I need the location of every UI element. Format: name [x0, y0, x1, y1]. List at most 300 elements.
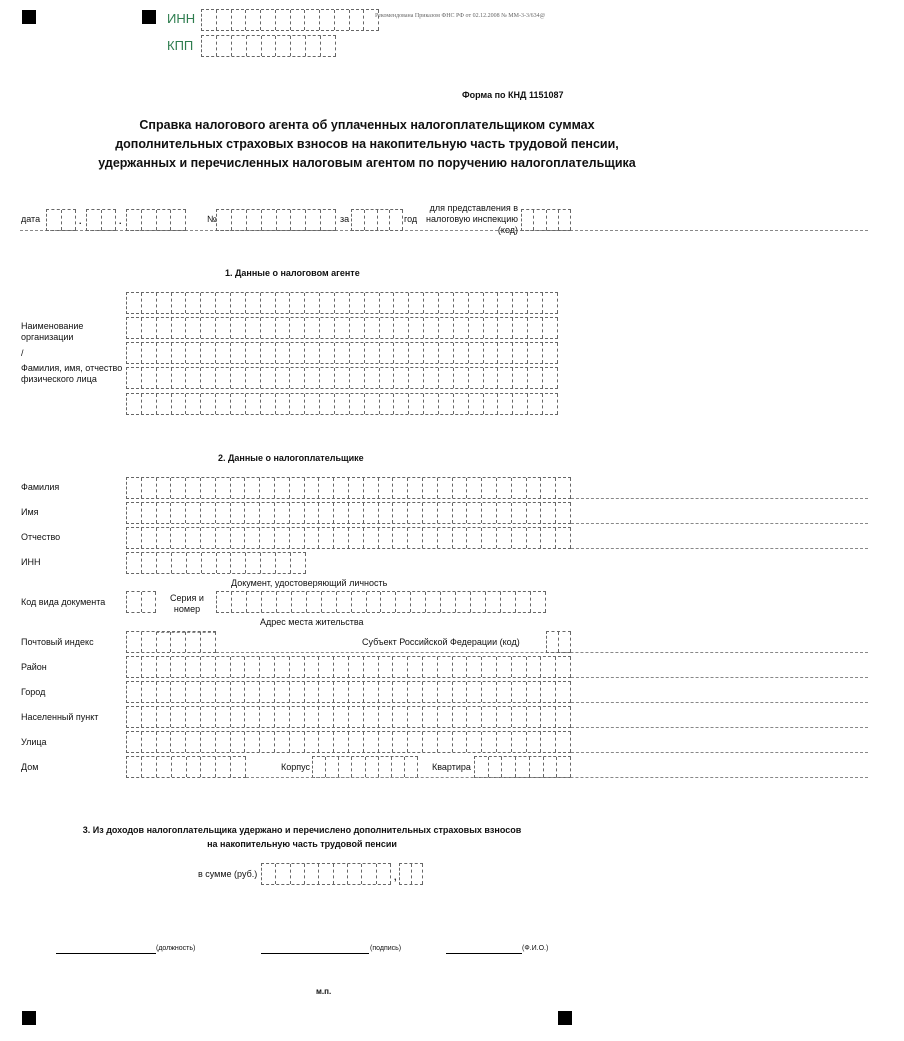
char-cell[interactable]: [334, 657, 349, 677]
char-cell[interactable]: [186, 632, 201, 652]
char-cell[interactable]: [380, 394, 395, 414]
char-cell[interactable]: [290, 732, 305, 752]
char-cell[interactable]: [216, 293, 231, 313]
char-cell[interactable]: [467, 707, 482, 727]
char-cell[interactable]: [335, 368, 350, 388]
char-cell[interactable]: [390, 210, 403, 230]
char-cell[interactable]: [489, 757, 503, 777]
char-cell[interactable]: [530, 757, 544, 777]
char-cell[interactable]: [201, 293, 216, 313]
char-cell[interactable]: [364, 682, 379, 702]
char-cell[interactable]: [394, 343, 409, 363]
char-cell[interactable]: [291, 10, 306, 30]
char-cell[interactable]: [423, 682, 438, 702]
char-cell[interactable]: [469, 343, 484, 363]
char-cell[interactable]: [547, 632, 559, 652]
char-cell[interactable]: [127, 318, 142, 338]
char-cell[interactable]: [497, 528, 512, 548]
char-cell[interactable]: [290, 394, 305, 414]
char-cell[interactable]: [393, 732, 408, 752]
char-cell[interactable]: [454, 293, 469, 313]
char-cell[interactable]: [541, 528, 556, 548]
char-cell[interactable]: [400, 864, 412, 884]
char-cell[interactable]: [484, 293, 499, 313]
char-cell[interactable]: [232, 210, 247, 230]
char-cell[interactable]: [142, 343, 157, 363]
char-cell[interactable]: [335, 293, 350, 313]
char-cell[interactable]: [260, 657, 275, 677]
char-cell[interactable]: [142, 210, 157, 230]
char-cell[interactable]: [527, 707, 542, 727]
char-cell[interactable]: [349, 478, 364, 498]
char-cell[interactable]: [408, 657, 423, 677]
char-cell[interactable]: [217, 10, 232, 30]
char-cell[interactable]: [216, 528, 231, 548]
char-cell[interactable]: [245, 503, 260, 523]
char-cell[interactable]: [467, 528, 482, 548]
char-cell[interactable]: [319, 864, 333, 884]
char-cell[interactable]: [127, 528, 142, 548]
char-cell[interactable]: [231, 368, 246, 388]
char-cell[interactable]: [127, 707, 142, 727]
char-cell[interactable]: [453, 503, 468, 523]
char-cell[interactable]: [320, 293, 335, 313]
char-cell[interactable]: [482, 657, 497, 677]
char-cell[interactable]: [201, 368, 216, 388]
char-cell[interactable]: [277, 210, 292, 230]
char-cell[interactable]: [201, 343, 216, 363]
char-cell[interactable]: [365, 368, 380, 388]
char-cell[interactable]: [245, 528, 260, 548]
char-cell[interactable]: [275, 528, 290, 548]
char-cell[interactable]: [231, 707, 246, 727]
char-cell[interactable]: [366, 757, 379, 777]
char-cell[interactable]: [396, 592, 411, 612]
char-cell[interactable]: [409, 368, 424, 388]
char-cell[interactable]: [291, 864, 305, 884]
char-cell[interactable]: [438, 682, 453, 702]
char-cell[interactable]: [319, 657, 334, 677]
char-cell[interactable]: [453, 528, 468, 548]
char-cell[interactable]: [261, 10, 276, 30]
char-cell[interactable]: [290, 318, 305, 338]
char-cell[interactable]: [513, 293, 528, 313]
char-cell[interactable]: [186, 528, 201, 548]
char-cell[interactable]: [157, 343, 172, 363]
char-cell[interactable]: [232, 36, 247, 56]
char-cell[interactable]: [556, 503, 571, 523]
char-cell[interactable]: [305, 478, 320, 498]
fio-line[interactable]: [446, 953, 522, 954]
char-cell[interactable]: [231, 478, 246, 498]
char-cell[interactable]: [231, 528, 246, 548]
apartment-field[interactable]: [474, 756, 571, 778]
agent-name-row-5[interactable]: [126, 393, 558, 415]
char-cell[interactable]: [379, 528, 394, 548]
char-cell[interactable]: [186, 343, 201, 363]
char-cell[interactable]: [247, 36, 262, 56]
char-cell[interactable]: [290, 368, 305, 388]
char-cell[interactable]: [408, 528, 423, 548]
char-cell[interactable]: [216, 657, 231, 677]
char-cell[interactable]: [365, 394, 380, 414]
char-cell[interactable]: [482, 732, 497, 752]
char-cell[interactable]: [275, 707, 290, 727]
char-cell[interactable]: [261, 368, 276, 388]
char-cell[interactable]: [469, 394, 484, 414]
char-cell[interactable]: [498, 293, 513, 313]
char-cell[interactable]: [261, 318, 276, 338]
char-cell[interactable]: [290, 707, 305, 727]
char-cell[interactable]: [541, 478, 556, 498]
char-cell[interactable]: [290, 293, 305, 313]
char-cell[interactable]: [247, 592, 262, 612]
char-cell[interactable]: [364, 657, 379, 677]
char-cell[interactable]: [127, 503, 142, 523]
char-cell[interactable]: [276, 394, 291, 414]
char-cell[interactable]: [453, 478, 468, 498]
char-cell[interactable]: [157, 528, 172, 548]
char-cell[interactable]: [349, 528, 364, 548]
char-cell[interactable]: [321, 36, 336, 56]
char-cell[interactable]: [157, 478, 172, 498]
char-cell[interactable]: [349, 503, 364, 523]
name-field[interactable]: [126, 502, 571, 524]
char-cell[interactable]: [469, 318, 484, 338]
char-cell[interactable]: [439, 343, 454, 363]
char-cell[interactable]: [364, 503, 379, 523]
char-cell[interactable]: [142, 394, 157, 414]
char-cell[interactable]: [246, 293, 261, 313]
char-cell[interactable]: [512, 732, 527, 752]
char-cell[interactable]: [142, 732, 157, 752]
char-cell[interactable]: [260, 707, 275, 727]
char-cell[interactable]: [231, 503, 246, 523]
char-cell[interactable]: [313, 757, 326, 777]
char-cell[interactable]: [246, 343, 261, 363]
char-cell[interactable]: [305, 10, 320, 30]
char-cell[interactable]: [556, 732, 571, 752]
char-cell[interactable]: [486, 592, 501, 612]
char-cell[interactable]: [172, 343, 187, 363]
char-cell[interactable]: [379, 757, 392, 777]
char-cell[interactable]: [305, 394, 320, 414]
char-cell[interactable]: [232, 10, 247, 30]
char-cell[interactable]: [171, 707, 186, 727]
char-cell[interactable]: [482, 707, 497, 727]
char-cell[interactable]: [291, 210, 306, 230]
char-cell[interactable]: [394, 318, 409, 338]
char-cell[interactable]: [365, 343, 380, 363]
char-cell[interactable]: [127, 478, 142, 498]
char-cell[interactable]: [217, 36, 232, 56]
char-cell[interactable]: [277, 592, 292, 612]
char-cell[interactable]: [453, 732, 468, 752]
char-cell[interactable]: [305, 343, 320, 363]
char-cell[interactable]: [484, 368, 499, 388]
char-cell[interactable]: [216, 343, 231, 363]
kpp-field[interactable]: [201, 35, 336, 57]
char-cell[interactable]: [528, 318, 543, 338]
char-cell[interactable]: [187, 553, 202, 573]
char-cell[interactable]: [556, 682, 571, 702]
char-cell[interactable]: [305, 503, 320, 523]
char-cell[interactable]: [335, 10, 350, 30]
char-cell[interactable]: [522, 210, 534, 230]
char-cell[interactable]: [171, 657, 186, 677]
char-cell[interactable]: [513, 318, 528, 338]
char-cell[interactable]: [201, 757, 216, 777]
char-cell[interactable]: [424, 394, 439, 414]
char-cell[interactable]: [394, 368, 409, 388]
char-cell[interactable]: [142, 553, 157, 573]
char-cell[interactable]: [142, 318, 157, 338]
char-cell[interactable]: [379, 682, 394, 702]
char-cell[interactable]: [438, 707, 453, 727]
char-cell[interactable]: [512, 503, 527, 523]
char-cell[interactable]: [393, 478, 408, 498]
building-field[interactable]: [312, 756, 418, 778]
char-cell[interactable]: [438, 732, 453, 752]
char-cell[interactable]: [186, 478, 201, 498]
char-cell[interactable]: [467, 503, 482, 523]
char-cell[interactable]: [276, 10, 291, 30]
char-cell[interactable]: [484, 394, 499, 414]
char-cell[interactable]: [438, 478, 453, 498]
char-cell[interactable]: [320, 343, 335, 363]
char-cell[interactable]: [319, 732, 334, 752]
char-cell[interactable]: [498, 318, 513, 338]
char-cell[interactable]: [379, 707, 394, 727]
char-cell[interactable]: [232, 592, 247, 612]
char-cell[interactable]: [62, 210, 77, 230]
char-cell[interactable]: [380, 293, 395, 313]
char-cell[interactable]: [305, 293, 320, 313]
char-cell[interactable]: [290, 528, 305, 548]
char-cell[interactable]: [380, 318, 395, 338]
char-cell[interactable]: [171, 732, 186, 752]
street-field[interactable]: [126, 731, 571, 753]
char-cell[interactable]: [513, 394, 528, 414]
char-cell[interactable]: [217, 553, 232, 573]
char-cell[interactable]: [47, 210, 62, 230]
amount-kopecks-field[interactable]: [399, 863, 423, 885]
char-cell[interactable]: [335, 394, 350, 414]
surname-field[interactable]: [126, 477, 571, 499]
char-cell[interactable]: [305, 528, 320, 548]
char-cell[interactable]: [543, 343, 558, 363]
char-cell[interactable]: [231, 318, 246, 338]
char-cell[interactable]: [482, 503, 497, 523]
char-cell[interactable]: [439, 318, 454, 338]
char-cell[interactable]: [393, 707, 408, 727]
char-cell[interactable]: [142, 528, 157, 548]
char-cell[interactable]: [320, 10, 335, 30]
char-cell[interactable]: [547, 210, 559, 230]
char-cell[interactable]: [334, 682, 349, 702]
char-cell[interactable]: [352, 210, 365, 230]
char-cell[interactable]: [246, 318, 261, 338]
doc-type-field[interactable]: [126, 591, 156, 613]
char-cell[interactable]: [319, 682, 334, 702]
char-cell[interactable]: [541, 503, 556, 523]
doc-series-number-field[interactable]: [216, 591, 546, 613]
char-cell[interactable]: [484, 343, 499, 363]
char-cell[interactable]: [456, 592, 471, 612]
char-cell[interactable]: [541, 657, 556, 677]
house-field[interactable]: [126, 756, 246, 778]
char-cell[interactable]: [364, 528, 379, 548]
char-cell[interactable]: [186, 293, 201, 313]
char-cell[interactable]: [217, 210, 232, 230]
char-cell[interactable]: [201, 657, 216, 677]
char-cell[interactable]: [516, 757, 530, 777]
char-cell[interactable]: [334, 503, 349, 523]
char-cell[interactable]: [186, 732, 201, 752]
char-cell[interactable]: [408, 478, 423, 498]
agent-name-row-1[interactable]: [126, 292, 558, 314]
char-cell[interactable]: [260, 478, 275, 498]
region-field[interactable]: [546, 631, 571, 653]
char-cell[interactable]: [275, 732, 290, 752]
agent-name-row-3[interactable]: [126, 342, 558, 364]
char-cell[interactable]: [516, 592, 531, 612]
char-cell[interactable]: [556, 657, 571, 677]
char-cell[interactable]: [512, 682, 527, 702]
char-cell[interactable]: [157, 657, 172, 677]
patronymic-field[interactable]: [126, 527, 571, 549]
char-cell[interactable]: [127, 632, 142, 652]
char-cell[interactable]: [276, 864, 290, 884]
char-cell[interactable]: [556, 528, 571, 548]
char-cell[interactable]: [157, 293, 172, 313]
char-cell[interactable]: [142, 657, 157, 677]
char-cell[interactable]: [350, 368, 365, 388]
char-cell[interactable]: [541, 682, 556, 702]
char-cell[interactable]: [498, 394, 513, 414]
char-cell[interactable]: [172, 318, 187, 338]
char-cell[interactable]: [291, 553, 306, 573]
taxpayer-inn-field[interactable]: [126, 552, 306, 574]
char-cell[interactable]: [381, 592, 396, 612]
agent-name-row-2[interactable]: [126, 317, 558, 339]
char-cell[interactable]: [260, 528, 275, 548]
agent-name-row-4[interactable]: [126, 367, 558, 389]
char-cell[interactable]: [290, 657, 305, 677]
char-cell[interactable]: [186, 707, 201, 727]
char-cell[interactable]: [335, 318, 350, 338]
char-cell[interactable]: [260, 732, 275, 752]
char-cell[interactable]: [409, 318, 424, 338]
char-cell[interactable]: [377, 864, 391, 884]
char-cell[interactable]: [142, 707, 157, 727]
char-cell[interactable]: [245, 707, 260, 727]
char-cell[interactable]: [352, 592, 367, 612]
char-cell[interactable]: [394, 394, 409, 414]
char-cell[interactable]: [467, 657, 482, 677]
char-cell[interactable]: [349, 657, 364, 677]
char-cell[interactable]: [543, 318, 558, 338]
char-cell[interactable]: [216, 368, 231, 388]
char-cell[interactable]: [186, 682, 201, 702]
char-cell[interactable]: [467, 732, 482, 752]
char-cell[interactable]: [216, 478, 231, 498]
char-cell[interactable]: [157, 318, 172, 338]
char-cell[interactable]: [216, 707, 231, 727]
char-cell[interactable]: [352, 757, 365, 777]
char-cell[interactable]: [405, 757, 418, 777]
char-cell[interactable]: [231, 553, 246, 573]
char-cell[interactable]: [305, 682, 320, 702]
char-cell[interactable]: [527, 528, 542, 548]
city-field[interactable]: [126, 681, 571, 703]
char-cell[interactable]: [172, 553, 187, 573]
char-cell[interactable]: [231, 343, 246, 363]
char-cell[interactable]: [362, 864, 376, 884]
char-cell[interactable]: [439, 394, 454, 414]
char-cell[interactable]: [454, 318, 469, 338]
char-cell[interactable]: [497, 707, 512, 727]
char-cell[interactable]: [394, 293, 409, 313]
char-cell[interactable]: [541, 707, 556, 727]
tax-office-code-field[interactable]: [521, 209, 571, 231]
char-cell[interactable]: [171, 632, 186, 652]
char-cell[interactable]: [380, 343, 395, 363]
char-cell[interactable]: [393, 682, 408, 702]
date-day-field[interactable]: [46, 209, 76, 231]
char-cell[interactable]: [453, 707, 468, 727]
char-cell[interactable]: [201, 528, 216, 548]
char-cell[interactable]: [424, 318, 439, 338]
char-cell[interactable]: [438, 657, 453, 677]
char-cell[interactable]: [512, 528, 527, 548]
char-cell[interactable]: [276, 368, 291, 388]
char-cell[interactable]: [216, 394, 231, 414]
char-cell[interactable]: [527, 732, 542, 752]
char-cell[interactable]: [350, 318, 365, 338]
char-cell[interactable]: [245, 682, 260, 702]
char-cell[interactable]: [527, 657, 542, 677]
char-cell[interactable]: [216, 318, 231, 338]
char-cell[interactable]: [290, 478, 305, 498]
char-cell[interactable]: [186, 368, 201, 388]
char-cell[interactable]: [142, 632, 157, 652]
char-cell[interactable]: [469, 368, 484, 388]
char-cell[interactable]: [142, 592, 157, 612]
char-cell[interactable]: [412, 864, 424, 884]
char-cell[interactable]: [467, 478, 482, 498]
char-cell[interactable]: [276, 318, 291, 338]
char-cell[interactable]: [290, 343, 305, 363]
char-cell[interactable]: [513, 368, 528, 388]
char-cell[interactable]: [339, 757, 352, 777]
char-cell[interactable]: [534, 210, 546, 230]
char-cell[interactable]: [201, 632, 216, 652]
char-cell[interactable]: [261, 293, 276, 313]
char-cell[interactable]: [306, 210, 321, 230]
char-cell[interactable]: [157, 757, 172, 777]
char-cell[interactable]: [497, 503, 512, 523]
char-cell[interactable]: [512, 707, 527, 727]
char-cell[interactable]: [527, 682, 542, 702]
char-cell[interactable]: [305, 707, 320, 727]
char-cell[interactable]: [201, 503, 216, 523]
char-cell[interactable]: [172, 757, 187, 777]
char-cell[interactable]: [531, 592, 546, 612]
char-cell[interactable]: [543, 394, 558, 414]
char-cell[interactable]: [231, 682, 246, 702]
char-cell[interactable]: [501, 592, 516, 612]
